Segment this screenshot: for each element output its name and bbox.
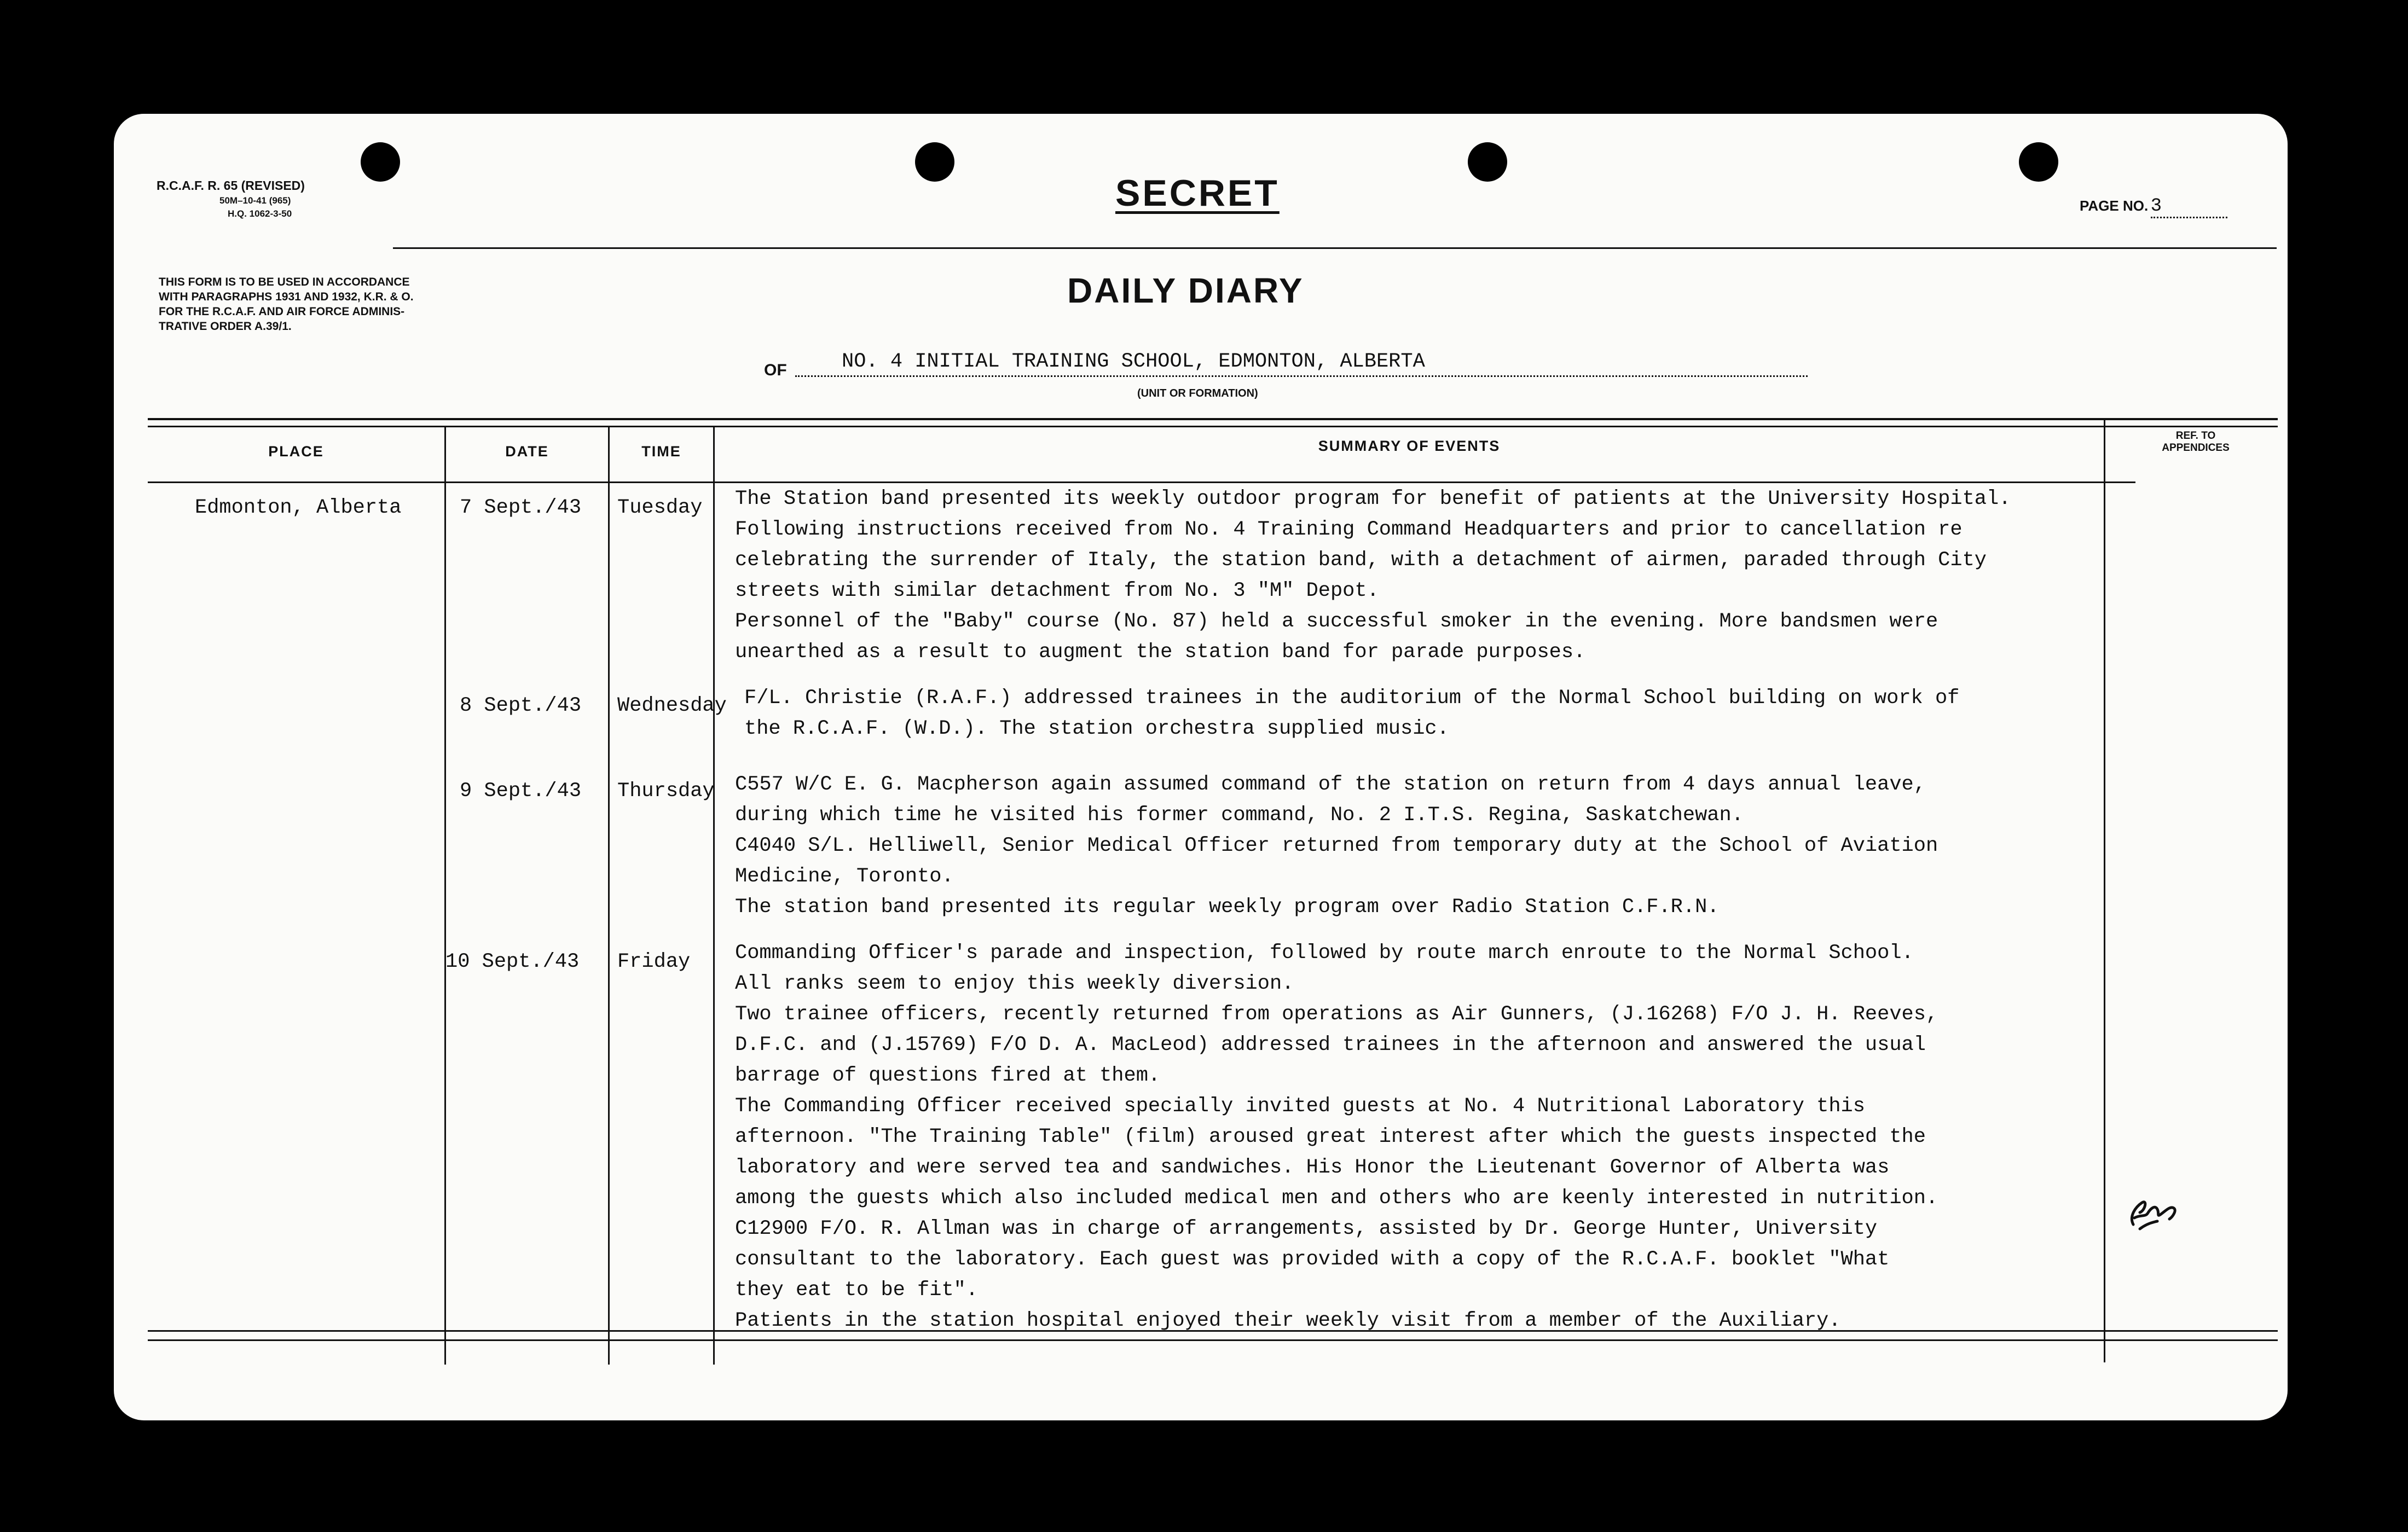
ref-line: REF. TO (2175, 430, 2216, 442)
summary-line: Personnel of the "Baby" course (No. 87) held a successful smoker in the evening. More bandsmen were (735, 610, 1938, 633)
summary-line: consultant to the laboratory. Each guest was provided with a copy of the R.C.A.F. booklet "What (735, 1248, 1890, 1271)
entry-date: 10 Sept./43 (445, 950, 580, 973)
page-number-value: 3 (2151, 196, 2227, 218)
page-number-field (2080, 196, 2227, 218)
column-divider (444, 426, 446, 1365)
unit-caption: (UNIT OR FORMATION) (1137, 387, 1258, 399)
punch-hole (1468, 142, 1507, 182)
column-header-ref (2105, 430, 2286, 454)
entry-place: Edmonton, Alberta (195, 496, 402, 519)
column-header-date: DATE (505, 443, 549, 460)
summary-line: streets with similar detachment from No. 3 "M" Depot. (735, 579, 1379, 602)
summary-line: C12900 F/O. R. Allman was in charge of arrangements, assisted by Dr. George Hunter, University (735, 1217, 1878, 1240)
summary-line: Patients in the station hospital enjoyed their weekly visit from a member of the Auxiliary. (735, 1309, 1841, 1332)
unit-of-label: OF (764, 361, 787, 379)
handwritten-initials (2123, 1186, 2184, 1235)
summary-line: C4040 S/L. Helliwell, Senior Medical Officer returned from temporary duty at the School of Aviation (735, 834, 1938, 857)
unit-name: NO. 4 INITIAL TRAINING SCHOOL, EDMONTON, ALBERTA (842, 350, 1425, 373)
hq-code: H.Q. 1062-3-50 (228, 208, 292, 219)
header-rule (393, 247, 2277, 249)
instruction-line: THIS FORM IS TO BE USED IN ACCORDANCE (159, 276, 410, 288)
entry-day: Thursday (617, 780, 715, 803)
summary-line: afternoon. "The Training Table" (film) aroused great interest after which the guests inspected the (735, 1125, 1926, 1148)
form-instructions (159, 275, 414, 334)
column-header-place: PLACE (268, 443, 324, 460)
instruction-line: WITH PARAGRAPHS 1931 AND 1932, K.R. & O. (159, 291, 414, 303)
column-divider (713, 426, 715, 1365)
entry-day: Wednesday (617, 694, 727, 717)
entry-day: Friday (617, 950, 691, 973)
entry-summary (735, 484, 2011, 668)
entry-day: Tuesday (617, 496, 703, 519)
column-header-time: TIME (641, 443, 681, 460)
punch-hole (915, 142, 954, 182)
table-top-rule (148, 418, 2278, 420)
summary-line: they eat to be fit". (735, 1279, 979, 1302)
summary-line: C557 W/C E. G. Macpherson again assumed command of the station on return from 4 days annual leave, (735, 773, 1926, 796)
punch-hole (361, 142, 400, 182)
unit-dotted-line (795, 375, 1808, 377)
summary-line: among the guests which also included medical men and others who are keenly interested in nutrition. (735, 1187, 1938, 1210)
summary-line: D.F.C. and (J.15769) F/O D. A. MacLeod) addressed trainees in the afternoon and answered the usual (735, 1034, 1926, 1057)
summary-line: The Commanding Officer received specially invited guests at No. 4 Nutritional Laboratory this (735, 1095, 1865, 1118)
diary-title: DAILY DIARY (1067, 271, 1304, 310)
column-divider (2104, 420, 2105, 1362)
entry-summary (735, 938, 1938, 1336)
print-code: 50M–10-41 (965) (219, 195, 291, 206)
column-header-summary: SUMMARY OF EVENTS (1318, 438, 1501, 454)
instruction-line: FOR THE R.C.A.F. AND AIR FORCE ADMINIS- (159, 305, 405, 318)
summary-line: during which time he visited his former command, No. 2 I.T.S. Regina, Saskatchewan. (735, 804, 1744, 827)
summary-line: barrage of questions fired at them. (735, 1064, 1161, 1087)
table-bottom-rule-2 (148, 1339, 2278, 1341)
diary-page (114, 114, 2288, 1420)
entry-date: 7 Sept./43 (460, 496, 582, 519)
entry-summary (735, 769, 1938, 922)
summary-line: All ranks seem to enjoy this weekly diversion. (735, 972, 1294, 995)
instruction-line: TRATIVE ORDER A.39/1. (159, 320, 292, 333)
classification-heading: SECRET (1115, 172, 1280, 214)
entry-date: 9 Sept./43 (460, 780, 582, 803)
column-divider (608, 426, 610, 1365)
summary-line: The station band presented its regular weekly program over Radio Station C.F.R.N. (735, 896, 1720, 919)
entry-date: 8 Sept./43 (460, 694, 582, 717)
ref-line: APPENDICES (2162, 442, 2230, 454)
punch-hole (2019, 142, 2058, 182)
summary-line: the R.C.A.F. (W.D.). The station orchestra supplied music. (744, 717, 1449, 740)
form-id-block (157, 178, 305, 219)
summary-line: Two trainee officers, recently returned from operations as Air Gunners, (J.16268) F/O J. H. Reeves, (735, 1003, 1938, 1026)
summary-line: F/L. Christie (R.A.F.) addressed trainees in the auditorium of the Normal School building on work of (744, 687, 1960, 710)
summary-line: unearthed as a result to augment the station band for parade purposes. (735, 641, 1586, 664)
summary-line: The Station band presented its weekly outdoor program for benefit of patients at the University Hospital. (735, 488, 2011, 510)
table-top-rule-2 (148, 426, 2278, 427)
summary-line: celebrating the surrender of Italy, the station band, with a detachment of airmen, paraded through City (735, 549, 1987, 572)
form-number: R.C.A.F. R. 65 (REVISED) (157, 178, 305, 193)
summary-line: Commanding Officer's parade and inspection, followed by route march enroute to the Normal School. (735, 942, 1914, 965)
summary-line: Following instructions received from No. 4 Training Command Headquarters and prior to cancellation re (735, 518, 1963, 541)
summary-line: laboratory and were served tea and sandwiches. His Honor the Lieutenant Governor of Alberta was (735, 1156, 1890, 1179)
summary-line: Medicine, Toronto. (735, 865, 954, 888)
entry-summary (744, 683, 1959, 744)
page-number-label: PAGE NO. (2080, 198, 2149, 214)
